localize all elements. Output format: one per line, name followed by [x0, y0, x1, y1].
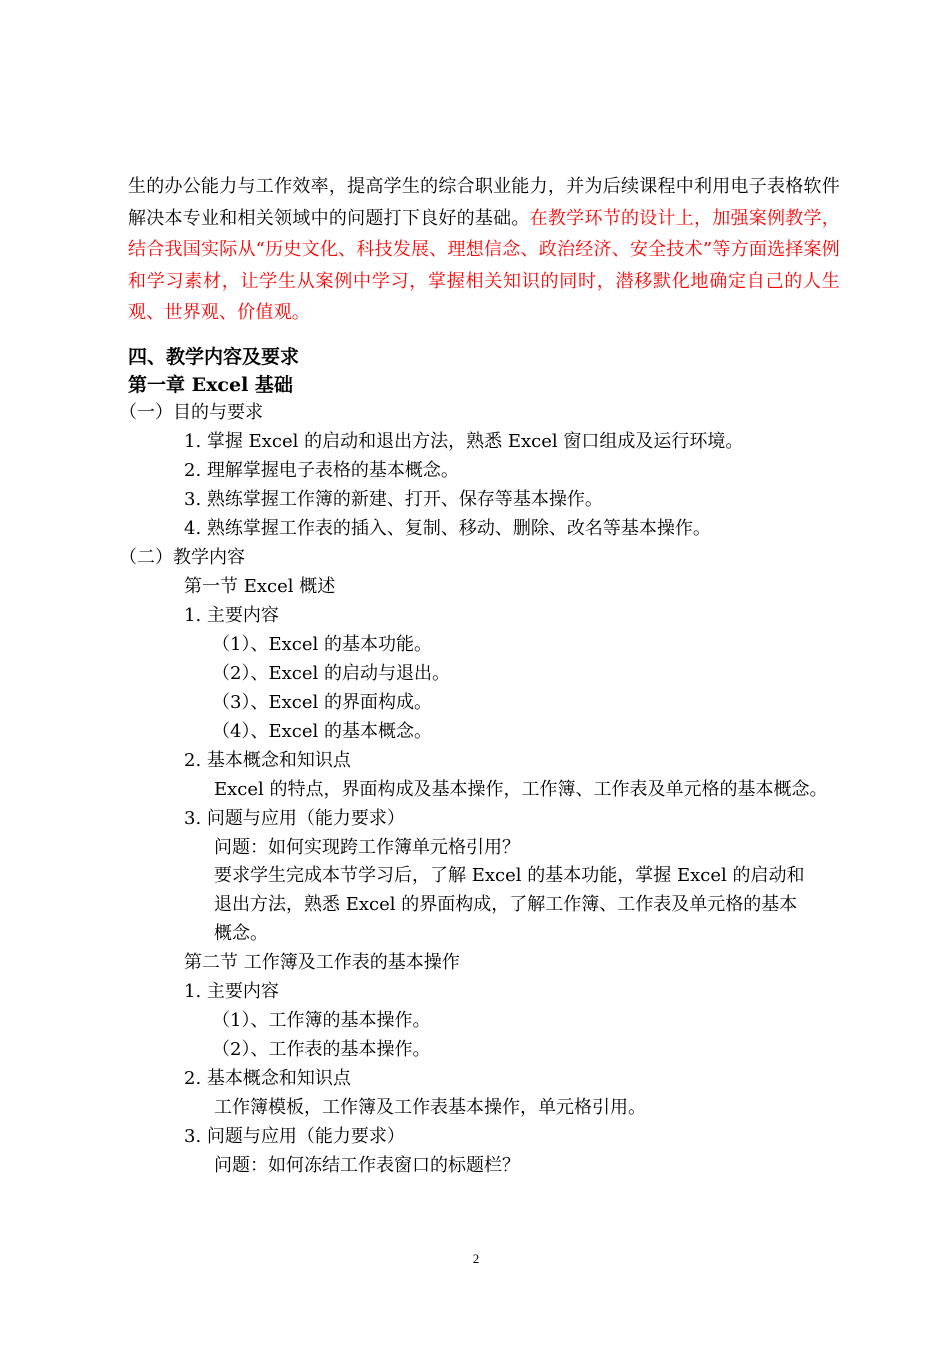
list-subitem: （2）、工作表的基本操作。 — [212, 1039, 431, 1060]
body-line: 工作簿模板，工作簿及工作表基本操作，单元格引用。 — [214, 1097, 646, 1118]
subsection-goals: （一）目的与要求 — [119, 402, 263, 423]
body-line: 要求学生完成本节学习后，了解 Excel 的基本功能，掌握 Excel 的启动和 — [214, 865, 805, 886]
body-line: 问题：如何实现跨工作簿单元格引用？ — [214, 837, 520, 858]
goal-item: 2. 理解掌握电子表格的基本概念。 — [184, 460, 459, 481]
goal-item: 4. 熟练掌握工作表的插入、复制、移动、删除、改名等基本操作。 — [184, 518, 711, 539]
list-subitem: （1）、Excel 的基本功能。 — [212, 634, 432, 655]
list-item: 2. 基本概念和知识点 — [184, 1068, 351, 1089]
list-item: 3. 问题与应用（能力要求） — [184, 1126, 405, 1147]
body-line: 退出方法，熟悉 Excel 的界面构成，了解工作簿、工作表及单元格的基本 — [214, 894, 798, 915]
subsection-content: （二）教学内容 — [119, 547, 245, 568]
goal-item: 1. 掌握 Excel 的启动和退出方法，熟悉 Excel 窗口组成及运行环境。 — [184, 431, 744, 452]
page-number: 2 — [472, 1251, 480, 1266]
section-heading: 四、教学内容及要求 — [128, 346, 300, 368]
list-subitem: （3）、Excel 的界面构成。 — [212, 692, 432, 713]
intro-paragraph — [128, 171, 840, 329]
intro-red-text: 在教学环节的设计上，加强案例教学，结合我国实际从“历史文化、科技发展、理想信念、政治经济、安全技术”等方面选择案例和学习素材，让学生从案例中学习，掌握相关知识的同时，潜移默化地确定自己的人生观、世界观、价值观。 — [128, 207, 840, 323]
chapter-heading: 第一章 Excel 基础 — [128, 374, 293, 396]
goal-item: 3. 熟练掌握工作簿的新建、打开、保存等基本操作。 — [184, 489, 603, 510]
list-subitem: （4）、Excel 的基本概念。 — [212, 721, 432, 742]
body-line: 概念。 — [214, 923, 268, 944]
body-line: 问题：如何冻结工作表窗口的标题栏？ — [214, 1155, 520, 1176]
lesson-title: 第一节 Excel 概述 — [184, 576, 336, 597]
list-item: 1. 主要内容 — [184, 981, 279, 1002]
body-line: Excel 的特点，界面构成及基本操作，工作簿、工作表及单元格的基本概念。 — [214, 779, 828, 800]
list-subitem: （1）、工作簿的基本操作。 — [212, 1010, 431, 1031]
lesson-title: 第二节 工作簿及工作表的基本操作 — [184, 952, 460, 973]
list-item: 1. 主要内容 — [184, 605, 279, 626]
list-subitem: （2）、Excel 的启动与退出。 — [212, 663, 450, 684]
intro-black-text: 生的办公能力与工作效率，提高学生的综合职业能力，并为后续课程中利用电子表格软件解决本专业和相关领域中的问题打下良好的基础。 — [128, 176, 840, 229]
list-item: 2. 基本概念和知识点 — [184, 750, 351, 771]
list-item: 3. 问题与应用（能力要求） — [184, 808, 405, 829]
